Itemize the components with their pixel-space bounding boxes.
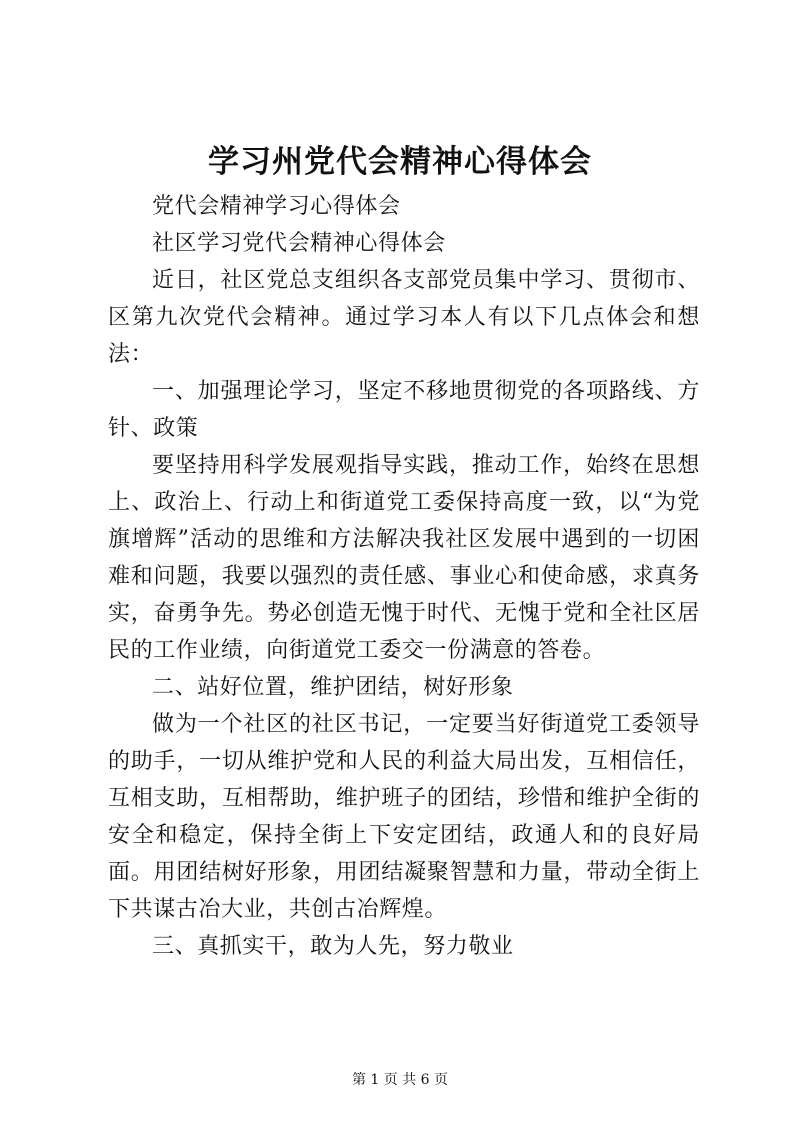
page-footer: 第 1 页 共 6 页 — [351, 1072, 449, 1088]
paragraph-subtitle-2: 社区学习党代会精神心得体会 — [152, 231, 446, 256]
document-body — [108, 188, 700, 965]
section-heading-3: 三、真抓实干，敢为人先，努力敬业 — [152, 934, 514, 959]
paragraph-intro: 近日，社区党总支组织各支部党员集中学习、贯彻市、区第九次党代会精神。通过学习本人有以下几点体会和想法： — [108, 268, 700, 367]
paragraph-section-2: 做为一个社区的社区书记，一定要当好街道党工委领导的助手，一切从维护党和人民的利益大局出发，互相信任，互相支助，互相帮助，维护班子的团结，珍惜和维护全街的安全和稳定，保持全街上下安定团结，政通人和的良好局面。用团结树好形象，用团结凝聚智慧和力量，带动全街上下共谋古冶大业，共创古冶辉煌。 — [108, 712, 700, 922]
section-heading-2: 二、站好位置，维护团结，树好形象 — [152, 675, 514, 700]
paragraph-section-1: 要坚持用科学发展观指导实践，推动工作，始终在思想上、政治上、行动上和街道党工委保持高度一致，以“为党旗增辉”活动的思维和方法解决我社区发展中遇到的一切困难和问题，我要以强烈的责任感、事业心和使命感，求真务实，奋勇争先。势必创造无愧于时代、无愧于党和全社区居民的工作业绩，向街道党工委交一份满意的答卷。 — [108, 453, 700, 663]
document-title: 学习州党代会精神心得体会 — [208, 144, 592, 180]
section-heading-1: 一、加强理论学习，坚定不移地贯彻党的各项路线、方针、政策 — [108, 379, 700, 441]
paragraph-subtitle-1: 党代会精神学习心得体会 — [152, 194, 401, 219]
